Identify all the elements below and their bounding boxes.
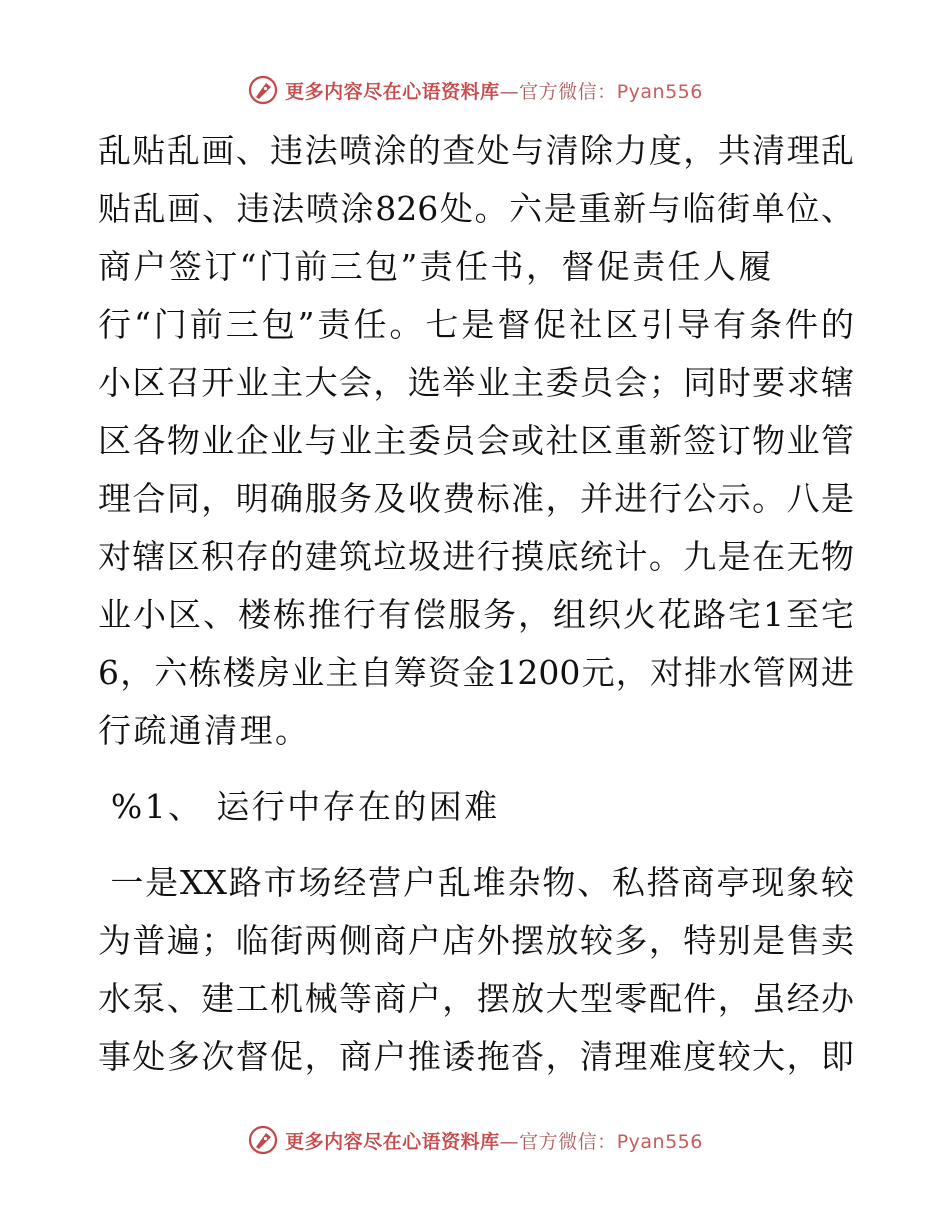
document-body (98, 122, 854, 1086)
text-line: 贴乱画、违法喷涂826处。六是重新与临街单位、 (98, 189, 854, 228)
text-line: 区各物业企业与业主委员会或社区重新签订物业管 (98, 421, 854, 460)
footer-watermark (0, 1122, 950, 1158)
watermark-official-label: 官方微信： (519, 80, 617, 103)
text-line: 水泵、建工机械等商户，摆放大型零配件，虽经办 (98, 979, 854, 1018)
pen-nib-logo-icon (247, 74, 279, 106)
watermark-site-text: 更多内容尽在心语资料库 (285, 80, 500, 103)
watermark-separator: — (499, 1130, 520, 1153)
text-line: 乱贴乱画、违法喷涂的查处与清除力度，共清理乱 (98, 131, 854, 170)
text-line: 为普遍；临街两侧商户店外摆放较多，特别是售卖 (98, 921, 854, 960)
watermark-wechat-id: Pyan556 (616, 80, 703, 103)
text-line: 小区召开业主大会，选举业主委员会；同时要求辖 (98, 363, 854, 402)
section-heading: %1、 运行中存在的困难 (98, 787, 500, 826)
header-watermark (0, 72, 950, 108)
text-line: 商户签订“门前三包”责任书，督促责任人履 (98, 247, 774, 286)
watermark-official-label: 官方微信： (519, 1130, 617, 1153)
watermark-site-text: 更多内容尽在心语资料库 (285, 1130, 500, 1153)
pen-nib-logo-icon (247, 1124, 279, 1156)
watermark-wechat-id: Pyan556 (616, 1130, 703, 1153)
text-line: 一是XX路市场经营户乱堆杂物、私搭商亭现象较 (98, 863, 854, 902)
text-line: 业小区、楼栋推行有偿服务，组织火花路宅1至宅 (98, 595, 854, 634)
watermark-separator: — (499, 80, 520, 103)
text-line: 行疏通清理。 (98, 711, 311, 750)
text-line: 行“门前三包”责任。七是督促社区引导有条件的 (98, 305, 854, 344)
text-line: 理合同，明确服务及收费标准，并进行公示。八是 (98, 479, 854, 518)
text-line: 对辖区积存的建筑垃圾进行摸底统计。九是在无物 (98, 537, 854, 576)
text-line: 6，六栋楼房业主自筹资金1200元，对排水管网进 (98, 653, 854, 692)
text-line: 事处多次督促，商户推诿拖沓，清理难度较大，即 (98, 1037, 854, 1076)
